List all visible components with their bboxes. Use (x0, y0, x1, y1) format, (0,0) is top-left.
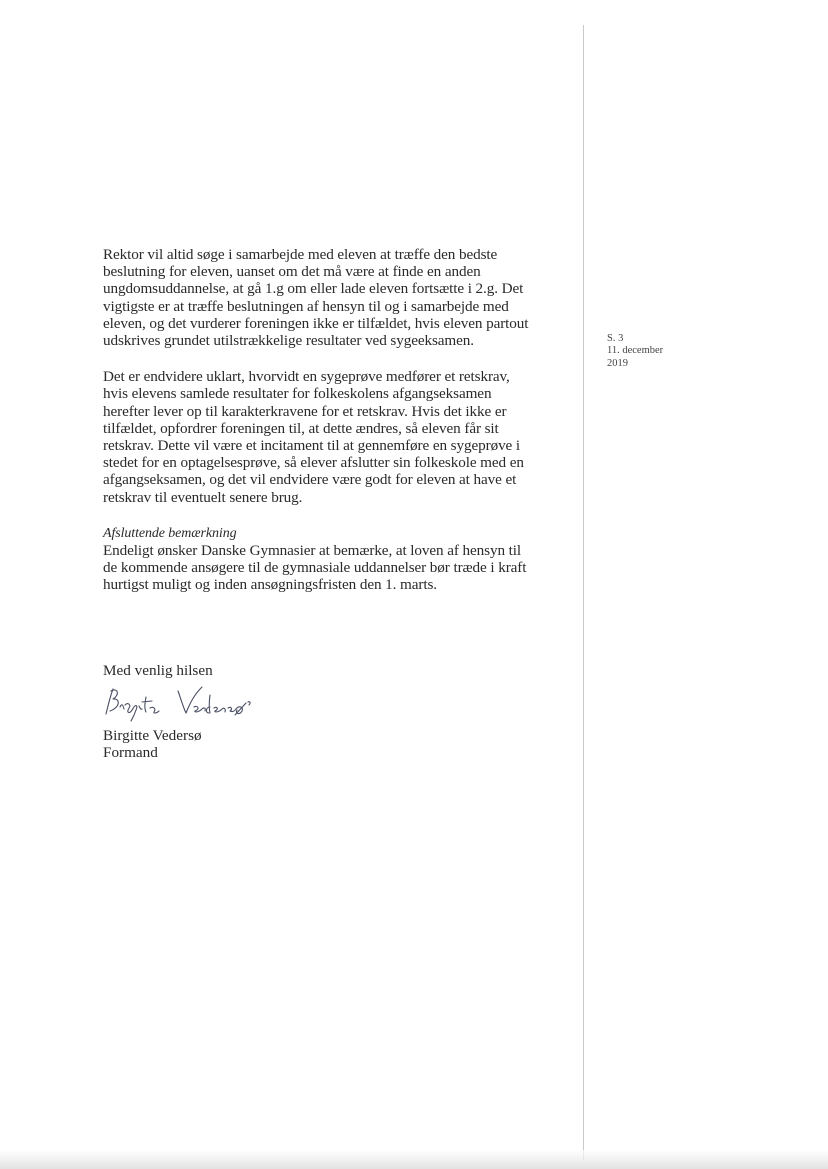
paragraph-afsluttende: Endeligt ønsker Danske Gymnasier at bemærke, at loven af hensyn til de kommende ansøgere til de gymnasiale uddannelser bør træde i kraft hurtigst muligt og inden ansøgningsfristen den 1. marts. (103, 542, 527, 594)
year-line: 2019 (607, 357, 628, 369)
signer-name: Birgitte Vedersø (103, 727, 202, 744)
margin-divider (583, 25, 584, 1160)
paragraph-retskrav: Det er endvidere uklart, hvorvidt en sygeprøve medfører et retskrav, hvis elevens samlede resultater for folkeskolens afgangseksamen herefter lever op til karakterkravene for et retskrav. Hvis det ikke er tilfældet, opfordrer foreningen til, at dette ændres, så eleven får sit retskrav. Dette vil være et incitament til at gennemføre en sygeprøve i stedet for en optagelsesprøve, så elever afslutter sin folkeskole med en afgangseksamen, og det vil endvidere være godt for eleven at have et retskrav til eventuelt senere brug. (103, 368, 524, 506)
signer-title: Formand (103, 744, 158, 762)
scan-edge-shadow (0, 1150, 828, 1169)
page-number: S. 3 (607, 333, 624, 344)
section-heading: Afsluttende bemærkning (103, 525, 237, 541)
page-meta (607, 333, 727, 370)
letter-body (103, 246, 563, 613)
closing-salutation: Med venlig hilsen (103, 662, 213, 679)
date-line: 11. december (607, 345, 664, 357)
paragraph-rektor: Rektor vil altid søge i samarbejde med eleven at træffe den bedste beslutning for eleven, uanset om det må være at finde en anden ungdomsuddannelse, at gå 1.g om eller lade eleven fortsætte i 2.g. Det vigtigste er at træffe beslutningen af hensyn til og i samarbejde med eleven, og det vurderer foreningen ikke er tilfældet, hvis eleven partout udskrives grundet utilstrækkelige resultater ved sygeeksamen. (103, 246, 529, 350)
handwritten-signature (98, 681, 258, 723)
signer-block (103, 727, 403, 761)
